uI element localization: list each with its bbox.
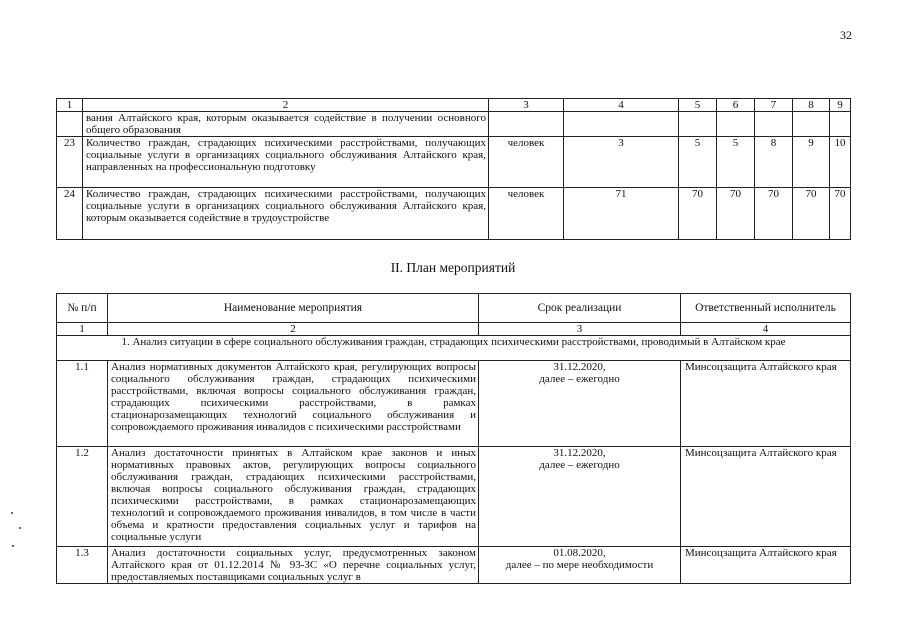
value-cell: 71: [564, 188, 679, 240]
value-cell: 9: [793, 137, 830, 188]
value-cell: 5: [679, 137, 717, 188]
value-cell: 70: [830, 188, 851, 240]
responsible-cell: Минсоцзащита Алтайского края: [681, 547, 851, 584]
table-row: [57, 137, 851, 188]
page-number: 32: [840, 28, 852, 42]
scan-dot: [12, 545, 14, 547]
table-row-continuation: [57, 112, 851, 137]
column-index: 2: [83, 99, 489, 112]
column-index: 1: [57, 323, 108, 336]
indicator-text: вания Алтайского края, которым оказывается содействие в получении основного общего образования: [83, 112, 489, 137]
responsible-cell: Минсоцзащита Алтайского края: [681, 361, 851, 447]
column-index: 3: [479, 323, 681, 336]
indicator-text: Количество граждан, страдающих психическими расстройствами, получающих социальные услуги в организациях социального обслуживания Алтайского края, которым оказывается содействие в трудоустройстве: [83, 188, 489, 240]
value-cell: 70: [679, 188, 717, 240]
row-number: 24: [57, 188, 83, 240]
header-responsible: Ответственный исполнитель: [681, 294, 851, 323]
action-name: Анализ нормативных документов Алтайского края, регулирующих вопросы социального обслуживания граждан, страдающих психическими расстройствами, включая вопросы социального обслуживания граждан, страдающих психическими расстройствами, в рамках стационарозамещающих технологий социального обслуживания и сопровождаемого проживания инвалидов с психическими расстройствами: [108, 361, 479, 447]
value-cell: 3: [564, 137, 679, 188]
term-note: далее – по мере необходимости: [505, 559, 654, 571]
responsible-cell: Минсоцзащита Алтайского края: [681, 447, 851, 547]
section-heading: 1. Анализ ситуации в сфере социального обслуживания граждан, страдающих психическими расстройствами, проводимый в Алтайском крае: [57, 336, 851, 361]
column-index-row: [57, 99, 851, 112]
indicators-table: [56, 98, 851, 240]
term-cell: [479, 361, 681, 447]
value-cell: 8: [755, 137, 793, 188]
action-name: Анализ достаточности принятых в Алтайском крае законов и иных нормативных правовых актов, регулирующих вопросы социального обслуживания граждан, страдающих психическими расстройствами, включая вопросы социального обслуживания граждан, страдающих психическими расстройствами, в рамках стационарозамещающих технологий и сопровождаемого проживания инвалидов, в том числе в части объема и кратности предоставления социальных услуг и тарифов на социальные услуги: [108, 447, 479, 547]
column-index: 5: [679, 99, 717, 112]
term-date: 31.12.2020,: [553, 361, 606, 373]
section-heading-row: [57, 336, 851, 361]
table-row: [57, 547, 851, 584]
term-date: 31.12.2020,: [553, 447, 606, 459]
table-row: [57, 361, 851, 447]
header-name: Наименование мероприятия: [108, 294, 479, 323]
indicator-text: Количество граждан, страдающих психическими расстройствами, получающих социальные услуги в организациях социального обслуживания Алтайского края, направленных на профессиональную подготовку: [83, 137, 489, 188]
header-term: Срок реализации: [479, 294, 681, 323]
term-cell: [479, 447, 681, 547]
column-index: 2: [108, 323, 479, 336]
row-number: 1.3: [57, 547, 108, 584]
scan-dot: [19, 527, 21, 529]
table-row: [57, 188, 851, 240]
unit-cell: человек: [489, 137, 564, 188]
column-index: 6: [717, 99, 755, 112]
value-cell: 5: [717, 137, 755, 188]
header-row: [57, 294, 851, 323]
term-cell: [479, 547, 681, 584]
term-note: далее – ежегодно: [539, 373, 620, 385]
row-number: 1.1: [57, 361, 108, 447]
table-row: [57, 447, 851, 547]
column-index: 4: [564, 99, 679, 112]
header-num: № п/п: [57, 294, 108, 323]
section-title: II. План мероприятий: [390, 260, 516, 275]
column-index-row: [57, 323, 851, 336]
term-note: далее – ежегодно: [539, 459, 620, 471]
value-cell: 70: [793, 188, 830, 240]
value-cell: 10: [830, 137, 851, 188]
term-date: 01.08.2020,: [553, 547, 606, 559]
column-index: 9: [830, 99, 851, 112]
value-cell: 70: [755, 188, 793, 240]
column-index: 8: [793, 99, 830, 112]
column-index: 4: [681, 323, 851, 336]
row-number: 23: [57, 137, 83, 188]
row-number: 1.2: [57, 447, 108, 547]
scan-dot: [11, 512, 13, 514]
column-index: 1: [57, 99, 83, 112]
value-cell: 70: [717, 188, 755, 240]
action-plan-table: [56, 293, 851, 584]
unit-cell: человек: [489, 188, 564, 240]
column-index: 7: [755, 99, 793, 112]
column-index: 3: [489, 99, 564, 112]
action-name: Анализ достаточности социальных услуг, предусмотренных законом Алтайского края от 01.12.2014 № 93-ЗС «О перечне социальных услуг, предоставляемых поставщиками социальных услуг в: [108, 547, 479, 584]
